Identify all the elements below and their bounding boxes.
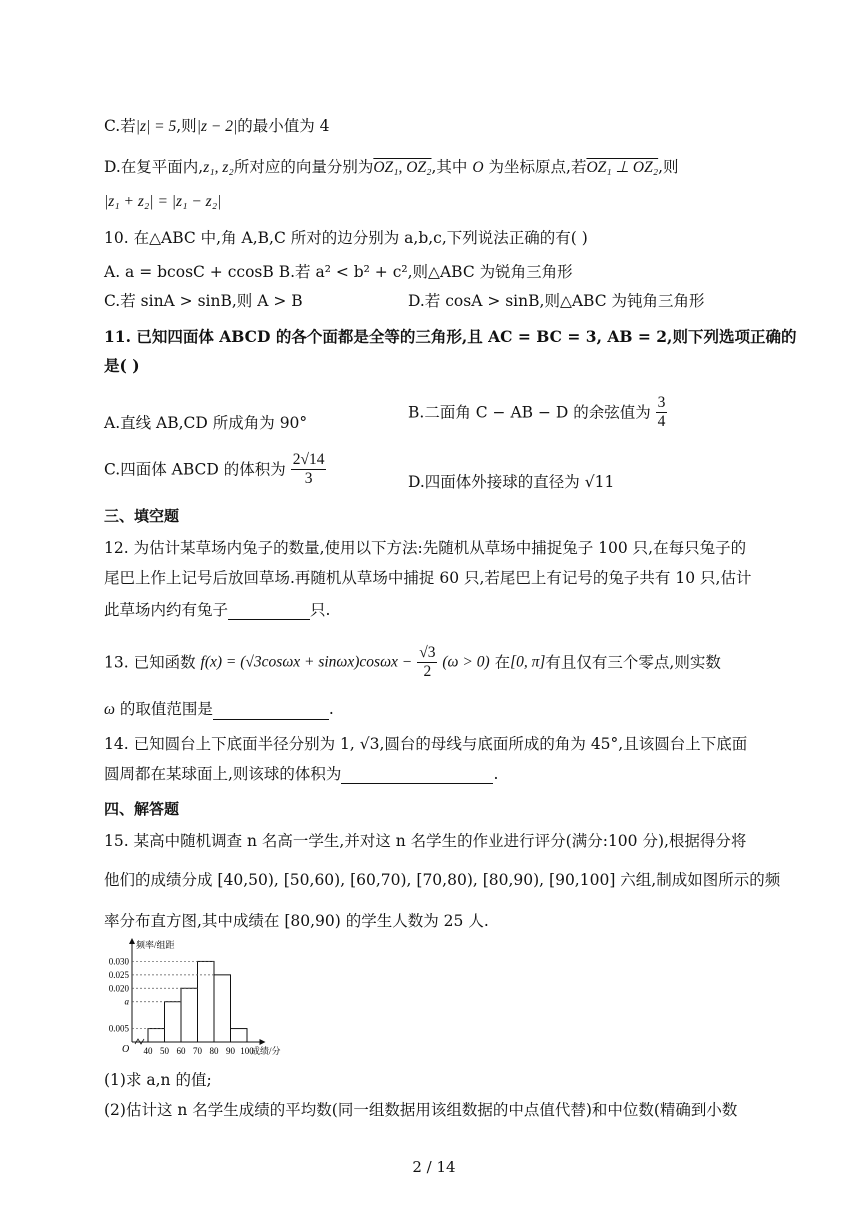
q13-line-2: [104, 699, 334, 720]
q11-b-den: 4: [657, 413, 666, 430]
q9-option-c: [104, 116, 330, 137]
q10-option-b: B.若 a² < b² + c²,则△ABC 为锐角三角形: [278, 263, 573, 281]
q9-c-prefix: C.若: [104, 117, 136, 135]
q11-option-c: [104, 451, 326, 488]
x-tick-label: 80: [209, 1046, 219, 1056]
section-answer: 四、解答题: [104, 800, 180, 818]
q11-c-prefix: C.四面体 ABCD 的体积为: [104, 460, 286, 479]
q10-option-c: C.若 sinA > sinB,则 A > B: [104, 292, 303, 310]
q9-c-mid: ,则: [176, 117, 197, 135]
q15-part-2: (2)估计这 n 名学生成绩的平均数(同一组数据用该组数据的中点值代替)和中位数(精确到小数: [104, 1101, 738, 1119]
x-tick-label: 100: [240, 1046, 254, 1056]
q9-d-text1: 所对应的向量分别为: [233, 158, 374, 176]
q9-d-vars: z₁, z₂: [203, 159, 234, 176]
y-tick-label: 0.030: [108, 956, 129, 967]
y-tick-label: a: [124, 996, 129, 1007]
q12-line-2: 尾巴上作上记号后放回草场.再随机从草场中捕捉 60 只,若尾巴上有记号的兔子共有 10 只,估计: [104, 569, 752, 587]
q12-line-3-suffix: 只.: [310, 601, 331, 619]
q9-d-text4: ,则: [658, 158, 679, 176]
q13-interval: [0, π]: [510, 653, 546, 671]
q9-c-expr: |z − 2|: [196, 118, 238, 135]
histogram-bar: [198, 961, 215, 1042]
q13-mid: 在: [494, 653, 511, 672]
q15-part-1: (1)求 a,n 的值;: [104, 1071, 212, 1089]
x-tick-label: 40: [143, 1046, 153, 1056]
q9-option-d: [104, 157, 679, 178]
q13-fraction: [417, 644, 437, 681]
q11-b-num: 3: [657, 394, 666, 411]
q9-d-prefix: D.在复平面内,: [104, 158, 204, 176]
q11-c-num: 2√14: [292, 451, 325, 468]
q12-line-1: 12. 为估计某草场内兔子的数量,使用以下方法:先随机从草场中捕捉兔子 100 只,在每只兔子的: [104, 539, 747, 557]
histogram-bar: [181, 988, 198, 1042]
q10-option-a: A. a = bcosC + ccosB: [104, 263, 274, 281]
page-number: 2 / 14: [412, 1158, 456, 1176]
frequency-histogram: [100, 938, 320, 1060]
q9-d-text3: 为坐标原点,若: [488, 158, 587, 176]
q11-option-d: D.四面体外接球的直径为 √11: [408, 473, 615, 491]
q12-line-3: [104, 600, 330, 620]
histogram-bar: [165, 1002, 182, 1042]
histogram-group: [109, 938, 281, 1056]
q13-formula: f(x) = (√3cosωx + sinωx)cosωx −: [200, 653, 413, 671]
q9-d-perp: OZ₁ ⊥ OZ₂: [586, 159, 659, 176]
q12-answer-blank[interactable]: [228, 603, 310, 620]
q14-line-2-end: .: [493, 765, 499, 783]
q13-prefix: 13. 已知函数: [104, 653, 196, 672]
q10-option-d: D.若 cosA > sinB,则△ABC 为钝角三角形: [408, 292, 705, 310]
x-axis-label: 成绩/分: [251, 1046, 281, 1056]
axis-break: [135, 1039, 144, 1044]
q14-line-2-prefix: 圆周都在某球面上,则该球的体积为: [104, 765, 342, 783]
q13-answer-blank[interactable]: [213, 703, 329, 720]
q15-line-3: 率分布直方图,其中成绩在 [80,90) 的学生人数为 25 人.: [104, 912, 489, 930]
q13-suffix: 有且仅有三个零点,则实数: [545, 653, 721, 672]
q14-line-2: [104, 764, 498, 784]
q9-c-cond: |z| = 5: [135, 118, 177, 135]
x-tick-label: 50: [160, 1046, 169, 1056]
histogram-bar: [148, 1029, 165, 1042]
q9-d-vecs: OZ₁, OZ₂: [373, 159, 432, 176]
q13-line-2-end: .: [328, 700, 334, 718]
q11-b-fraction: [656, 394, 668, 431]
q13-line-2-text: 的取值范围是: [119, 700, 213, 718]
histogram-bar: [214, 975, 231, 1042]
q9-d-o: O: [472, 159, 484, 176]
q13-condition: (ω > 0): [442, 653, 490, 671]
q11-c-fraction: [291, 451, 327, 488]
q11-option-b: [408, 394, 667, 431]
y-axis-label: 频率/组距: [136, 940, 175, 950]
q13-frac-den: 2: [423, 663, 432, 680]
q11-stem-2: 是( ): [104, 356, 140, 375]
q13-frac-num: √3: [419, 644, 436, 661]
x-tick-label: 90: [226, 1046, 235, 1056]
q15-line-1: 15. 某高中随机调查 n 名高一学生,并对这 n 名学生的作业进行评分(满分:100 分),根据得分将: [104, 832, 747, 850]
q10-stem: 10. 在△ABC 中,角 A,B,C 所对的边分别为 a,b,c,下列说法正确的有( ): [104, 229, 588, 247]
q11-b-prefix: B.二面角 C − AB − D 的余弦值为: [408, 403, 651, 422]
q15-line-2: 他们的成绩分成 [40,50), [50,60), [60,70), [70,80), [80,90), [90,100] 六组,制成如图所示的频: [104, 871, 781, 889]
x-tick-label: 60: [176, 1046, 186, 1056]
origin-label: O: [122, 1044, 130, 1055]
y-axis-arrow: [129, 938, 135, 944]
y-tick-label: 0.020: [108, 983, 129, 994]
q11-option-a: A.直线 AB,CD 所成角为 90°: [104, 414, 308, 432]
y-tick-label: 0.025: [108, 969, 129, 980]
q13-omega: ω: [104, 701, 115, 718]
q11-c-den: 3: [304, 470, 313, 487]
q10-option-ab: [104, 262, 573, 282]
histogram-bar: [231, 1029, 248, 1042]
q14-line-1: 14. 已知圆台上下底面半径分别为 1, √3,圆台的母线与底面所成的角为 45°,且该圆台上下底面: [104, 735, 748, 753]
q9-c-suffix: 的最小值为 4: [237, 117, 330, 135]
section-fill-in: 三、填空题: [104, 507, 180, 525]
q13-line-1: [104, 644, 721, 681]
q9-d-result: |z₁ + z₂| = |z₁ − z₂|: [104, 193, 222, 210]
q9-d-text2: ,其中: [431, 158, 468, 176]
q12-line-3-prefix: 此草场内约有兔子: [104, 601, 229, 619]
x-tick-label: 70: [193, 1046, 202, 1056]
q14-answer-blank[interactable]: [341, 767, 493, 784]
x-axis-arrow: [260, 1039, 266, 1045]
y-tick-label: 0.005: [108, 1023, 129, 1034]
q11-stem-1: 11. 已知四面体 ABCD 的各个面都是全等的三角形,且 AC = BC = 3, AB = 2,则下列选项正确的: [104, 327, 797, 346]
